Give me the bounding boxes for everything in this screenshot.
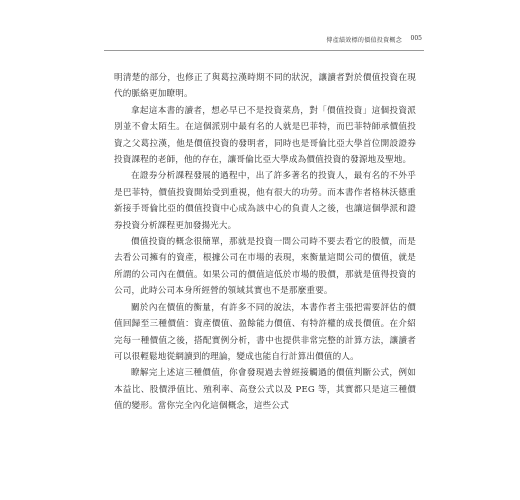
paragraph-2: 拿起這本書的讀者，想必早已不是投資菜鳥，對「價值投資」這個投資派別並不會太陌生。在這個派別中最有名的人就是巴菲特，而巴菲特師承價值投資之父葛拉漢，他是價值投資的發明者，同時也是哥倫比亞大學首位開設證券投資課程的老師，他的存在，讓哥倫比亞大學成為價值投資的發源地及聖地。	[114, 105, 416, 166]
paragraph-1: 明清楚的部分，也修正了與葛拉漢時期不同的狀況，讓讀者對於價值投資在現代的脈絡更加瞭明。	[114, 73, 416, 100]
paragraph-5: 關於內在價值的衡量，有許多不同的說法，本書作者主張把需要評估的價值回歸至三種價值：資產價值、盈餘能力價值、有特許權的成長價值。在介紹完每一種價值之後，搭配實例分析，書中也提供非常完整的計算方法，讓讀者可以很輕鬆地從網讀到的理論，變成也能自行計算出價值的人。	[114, 302, 416, 362]
body-text	[114, 70, 416, 415]
paragraph-3: 在證券分析課程發展的過程中，出了許多著名的投資人，最有名的不外乎是巴菲特，價值投資開始受到重視，他有很大的功勞。而本書作者格林沃德重新接手哥倫比亞的價值投資中心成為該中心的負責人之後，也讓這個學派和證券投資分析課程更加發揚光大。	[114, 171, 416, 231]
book-page	[104, 32, 424, 500]
running-header	[104, 32, 424, 51]
running-header-title: 傳產績效標的價值投資概念	[326, 37, 402, 44]
paragraph-4: 價值投資的概念很簡單，那就是投資一間公司時不要去看它的股價，而是去看公司擁有的資產，根據公司在市場的表現，來衡量這間公司的價值，就是所謂的公司內在價值。如果公司的價值這低於市場的股價，那就是值得投資的公司，此時公司本身所經營的領域其實也不是那麼重要。	[114, 237, 416, 297]
page-number: 005	[410, 35, 422, 42]
paragraph-6: 瞭解完上述這三種價值，你會發現過去曾經接觸過的價值判斷公式，例如本益比、股價淨值比、殖利率、高登公式以及 PEG 等，其實都只是這三種價值的變形。當你完全內化這個概念，這些公式	[114, 368, 416, 412]
